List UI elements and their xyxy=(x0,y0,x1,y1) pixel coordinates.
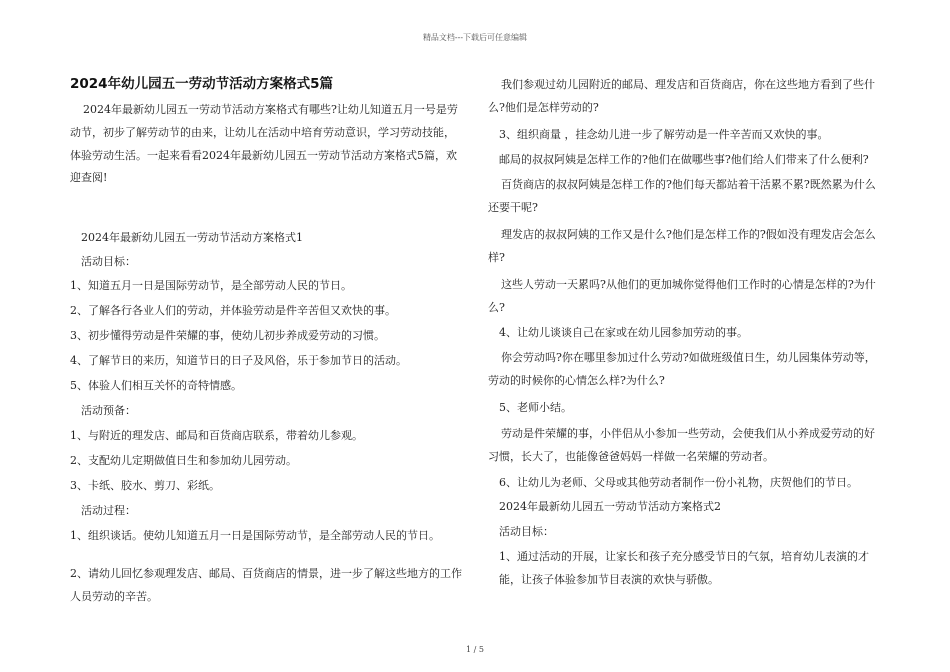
section-heading: 2024年最新幼儿园五一劳动节活动方案格式2 xyxy=(499,500,721,513)
paragraph: 活动目标： xyxy=(499,525,554,538)
list-item: 2、请幼儿回忆参观理发店、邮局、百货商店的情景，进一步了解这些地方的工作人员劳动的辛苦。 xyxy=(70,567,462,603)
list-item: 5、体验人们相互关怀的奇特情感。 xyxy=(70,379,242,392)
list-item: 1、通过活动的开展，让家长和孩子充分感受节日的气氛，培育幼儿表演的才能，让孩子体验参加节目表演的欢快与骄傲。 xyxy=(499,550,869,586)
paragraph: 这些人劳动一天累吗?从他们的更加城你觉得他们工作时的心情是怎样的?为什么? xyxy=(488,278,876,314)
section-heading: 2024年最新幼儿园五一劳动节活动方案格式1 xyxy=(81,231,303,244)
paragraph: 活动目标： xyxy=(81,255,136,268)
paragraph: 你会劳动吗?你在哪里参加过什么劳动?如做班级值日生，幼儿园集体劳动等，劳动的时候你的心情怎么样?为什么? xyxy=(488,351,876,387)
paragraph: 百货商店的叔叔阿姨是怎样工作的?他们每天都站着干活累不累?既然累为什么还要干呢? xyxy=(488,178,876,214)
list-item: 4、了解节日的来历，知道节日的日子及风俗，乐于参加节日的活动。 xyxy=(70,354,407,367)
paragraph: 活动过程： xyxy=(81,504,136,517)
page-number: 1 / 5 xyxy=(466,645,484,654)
paragraph: 活动预备： xyxy=(81,404,136,417)
list-item: 5、老师小结。 xyxy=(499,401,572,414)
list-item: 1、组织谈话。使幼儿知道五月一日是国际劳动节，是全部劳动人民的节日。 xyxy=(70,529,440,542)
document-title: 2024年幼儿园五一劳动节活动方案格式5篇 xyxy=(70,76,333,92)
paragraph: 劳动是件荣耀的事，小伴侣从小参加一些劳动，会使我们从小养成爱劳动的好习惯，长大了，也能像爸爸妈妈一样做一名荣耀的劳动者。 xyxy=(488,427,875,463)
list-item: 2、支配幼儿定期做值日生和参加幼儿园劳动。 xyxy=(70,454,297,467)
list-item: 3、初步懂得劳动是件荣耀的事，使幼儿初步养成爱劳动的习惯。 xyxy=(70,329,385,342)
list-item: 3、卡纸、胶水、剪刀、彩纸。 xyxy=(70,479,220,492)
list-item: 3、组织商量 ，挂念幼儿进一步了解劳动是一件辛苦而又欢快的事。 xyxy=(499,128,829,141)
list-item: 1、与附近的理发店、邮局和百货商店联系，带着幼儿参观。 xyxy=(70,429,363,442)
list-item: 1、知道五月一日是国际劳动节，是全部劳动人民的节日。 xyxy=(70,279,352,292)
list-item: 2、了解各行各业人们的劳动，并体验劳动是件辛苦但又欢快的事。 xyxy=(70,304,396,317)
paragraph: 邮局的叔叔阿姨是怎样工作的?他们在做哪些事?他们给人们带来了什么便利? xyxy=(499,153,869,166)
intro-paragraph: 2024年最新幼儿园五一劳动节活动方案格式有哪些?让幼儿知道五月一号是劳动节，初步了解劳动节的由来，让幼儿在活动中培育劳动意识，学习劳动技能，体验劳动生活。一起来看看2024年最新幼儿园五一劳动节活动方案格式5篇，欢迎查阅! xyxy=(70,103,458,185)
list-item: 6、让幼儿为老师、父母或其他劳动者制作一份小礼物，庆贺他们的节日。 xyxy=(499,476,858,489)
header-note: 精品文档---下载后可任意编辑 xyxy=(422,33,528,42)
paragraph: 理发店的叔叔阿姨的工作又是什么?他们是怎样工作的?假如没有理发店会怎么样? xyxy=(488,228,876,264)
list-item: 4、让幼儿谈谈自己在家或在幼儿园参加劳动的事。 xyxy=(499,326,748,339)
paragraph: 我们参观过幼儿园附近的邮局、理发店和百货商店，你在这些地方看到了些什么?他们是怎样劳动的? xyxy=(488,78,875,114)
